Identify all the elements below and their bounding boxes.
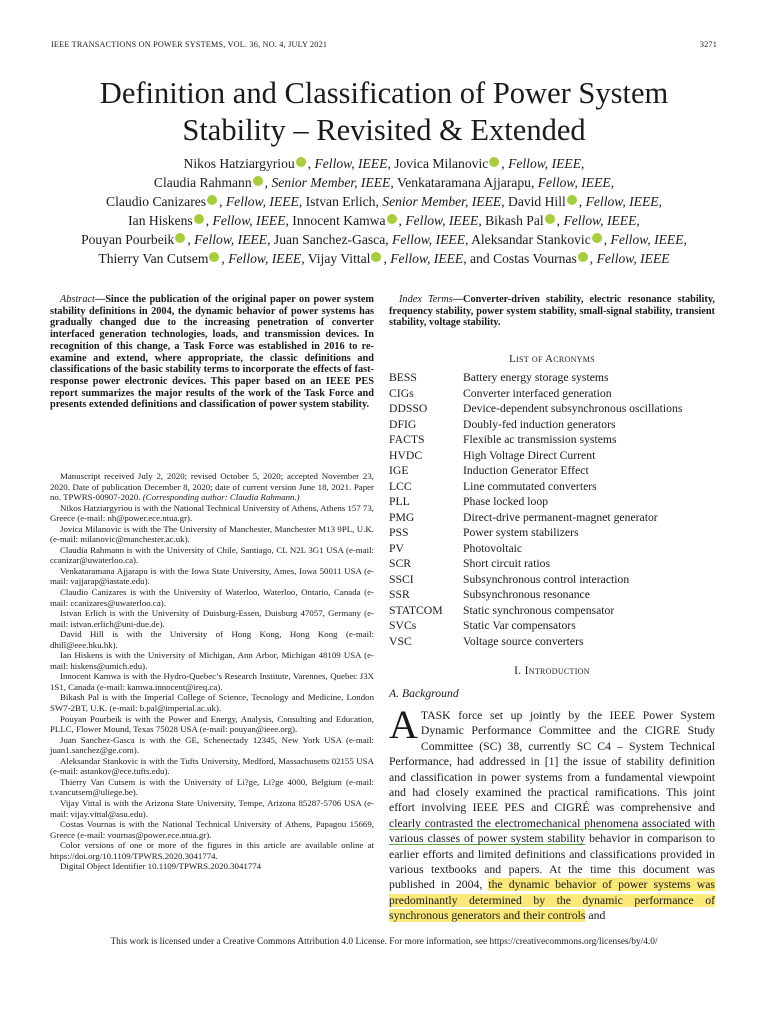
author-line-6: Thierry Van Cutsem , Fellow, IEEE, Vijay Vittal , Fellow, IEEE, and Costas Vournas , Fellow, IEEE: [98, 251, 670, 266]
acronym-row: [389, 587, 715, 603]
acronym-row: [389, 603, 715, 619]
acronym-row: [389, 572, 715, 588]
orcid-icon[interactable]: [592, 233, 602, 243]
acronym-definition: Photovoltaic: [463, 541, 523, 555]
orcid-icon[interactable]: [578, 252, 588, 262]
affiliation-list: [50, 503, 374, 872]
affiliation-note: Pouyan Pourbeik is with the Power and Energy, Analysis, Consulting and Education, PLLC, Flower Mound, Texas 75028 USA (e-mail: pouyan@ieee.org).: [50, 713, 374, 735]
affiliation-note: Jovica Milanovic is with the The University of Manchester, Manchester M13 9PL, U.K. (e-mail: milanovic@manchester.ac.uk).: [50, 523, 374, 545]
author-role: Fellow, IEEE: [596, 251, 670, 266]
section-heading: I. Introduction: [514, 665, 590, 677]
acronym-definition: Static synchronous compensator: [463, 603, 615, 617]
acronym-definition: Direct-drive permanent-magnet generator: [463, 510, 658, 524]
author-role: Fellow, IEEE: [508, 156, 582, 171]
author-name: Vijay Vittal: [307, 251, 371, 266]
acronym-definition: Induction Generator Effect: [463, 464, 589, 477]
author-name: David Hill: [508, 194, 566, 209]
acronym-row: [389, 525, 715, 541]
underlined-annotation[interactable]: clearly contrasted the electromechanical phenomena associated with various classes of power system stability: [389, 816, 715, 846]
acronym-definition: Short circuit ratios: [463, 557, 550, 570]
acronym-definition: Flexible ac transmission systems: [463, 433, 617, 446]
affiliation-note: Claudio Canizares is with the University of Waterloo, Waterloo, Ontario, Canada (e-mail: ccanizares@uwaterloo.ca).: [50, 587, 374, 608]
acronym-abbr: LCC: [389, 479, 412, 493]
orcid-icon[interactable]: [209, 252, 219, 262]
abstract-label: Abstract: [60, 294, 95, 305]
acronym-list: [389, 370, 715, 649]
acronym-abbr: FACTS: [389, 433, 425, 446]
author-role: Senior Member, IEEE: [382, 194, 502, 209]
license-footer: This work is licensed under a Creative Commons Attribution 4.0 License. For more information, see https://creativecommons.org/licenses/by/4.0/: [110, 937, 658, 947]
author-name: Bikash Pal: [485, 213, 544, 228]
affiliation-note: Venkataramana Ajjarapu is with the Iowa State University, Ames, Iowa 50011 USA (e-mail: vajjarap@iastate.edu).: [50, 565, 374, 587]
author-line-3: Claudio Canizares , Fellow, IEEE, Istvan Erlich, Senior Member, IEEE, David Hill , Fellow, IEEE,: [106, 194, 662, 209]
acronym-abbr: BESS: [389, 371, 417, 384]
orcid-icon[interactable]: [175, 233, 185, 243]
acronym-row: [389, 479, 715, 495]
author-role: Fellow, IEEE: [585, 194, 659, 209]
acronym-row: [389, 432, 715, 448]
intro-text-3: and: [585, 909, 606, 923]
abstract-text: Since the publication of the original paper on power system stability definitions in 2004, the dynamic behavior of power systems has gradually changed due to the increasing penetration of converter interfaced generation technologies, loads, and transmission devices. In recognition of this change, a Task Force was established in 2016 to re-examine and extend, where appropriate, the classic definitions and classifications of the basic stability terms to incorporate the effects of fast-response power electronic devices. This paper based on an IEEE PES report summarizes the major results of the work of the Task Force and presents extended definitions and classification of power system stability.: [50, 294, 374, 411]
acronym-abbr: CIGs: [389, 386, 414, 400]
author-name: Nikos Hatziargyriou: [183, 156, 295, 171]
author-role: Fellow, IEEE: [392, 232, 466, 247]
author-name: Pouyan Pourbeik: [81, 232, 175, 247]
acronym-row: [389, 463, 715, 479]
author-role: Fellow, IEEE: [537, 175, 611, 190]
author-role: Fellow, IEEE: [212, 213, 286, 228]
affiliation-note: Nikos Hatziargyriou is with the National Technical University of Athens, Athens 157 73, Greece (e-mail: nh@power.ece.ntua.gr).: [50, 502, 374, 524]
acronym-definition: Doubly-fed induction generators: [463, 417, 616, 431]
author-name: Aleksandar Stankovic: [471, 232, 591, 247]
page-number: 3271: [699, 40, 717, 49]
affiliation-note: Juan Sanchez-Gasca is with the GE, Schenectady 12345, New York USA (e-mail: juan1.sanchez@ge.com).: [50, 734, 374, 756]
author-name: Ian Hiskens: [128, 213, 193, 228]
acronym-row: [389, 417, 715, 433]
paper-title: [40, 75, 728, 149]
author-name: Innocent Kamwa: [292, 213, 386, 228]
acronym-row: [389, 510, 715, 526]
orcid-icon[interactable]: [194, 214, 204, 224]
index-terms-label: Index Terms: [399, 294, 453, 305]
intro-text-1: TASK force set up jointly by the IEEE Power System Dynamic Performance Committee and the CIGRE Study Committee (SC) 38, currently SC C4 – System Technical Performance, had addressed in [1] the issue of stability definition and classification in power systems from a fundamental viewpoint and had closely examined the practical ramifications. This joint effort involving IEEE PES and CIGRÉ was comprehensive and: [389, 709, 715, 815]
acronym-abbr: PV: [389, 541, 404, 555]
acronym-definition: Voltage source converters: [463, 634, 584, 648]
orcid-icon[interactable]: [371, 252, 381, 262]
abstract: Abstract—Since the publication of the original paper on power system stability definitions in 2004, the dynamic behavior of power systems has gradually changed due to the increasing penetration of converter interfaced generation technologies, loads, and transmission devices. In recognition of this change, a Task Force was established in 2016 to re-examine and extend, where appropriate, the classic definitions and classifications of the basic stability terms to incorporate the effects of fast-response power electronic devices. This paper based on an IEEE PES report summarizes the major results of the work of the Task Force and presents extended definitions and classification of power system stability.: [50, 294, 374, 411]
acronym-definition: Device-dependent subsynchronous oscillations: [463, 402, 683, 415]
manuscript-note: [50, 471, 374, 503]
acronym-definition: Subsynchronous control interaction: [463, 572, 630, 586]
journal-name: IEEE TRANSACTIONS ON POWER SYSTEMS, VOL. 36, NO. 4, JULY 2021: [51, 40, 328, 49]
affiliation-note: Costas Vournas is with the National Technical University of Athens, Papagou 15669, Greece (e-mail: vournas@power.ece.ntua.gr).: [50, 819, 374, 840]
acronym-definition: Battery energy storage systems: [463, 371, 609, 384]
acronym-abbr: DFIG: [389, 417, 417, 431]
acronym-abbr: PSS: [389, 526, 409, 539]
affiliation-note: Vijay Vittal is with the Arizona State University, Tempe, Arizona 85287-5706 USA (e-mail: vijay.vittal@asu.edu).: [50, 797, 374, 819]
orcid-icon[interactable]: [296, 157, 306, 167]
acronym-abbr: HVDC: [389, 448, 423, 462]
orcid-icon[interactable]: [253, 176, 263, 186]
affiliation-note: Ian Hiskens is with the University of Michigan, Ann Arbor, Michigan 48109 USA (e-mail: hiskens@umich.edu).: [50, 650, 374, 671]
acronym-row: [389, 370, 715, 386]
author-role: Fellow, IEEE: [390, 251, 464, 266]
acronym-abbr: STATCOM: [389, 603, 443, 617]
manuscript-text: Manuscript received July 2, 2020; revised October 5, 2020; accepted November 23, 2020. Date of publication December 8, 2020; date of current version June 18, 2021. Paper no. TPWRS-00907-2020.: [50, 471, 374, 503]
orcid-icon[interactable]: [387, 214, 397, 224]
author-name: Jovica Milanovic: [394, 156, 489, 171]
acronym-row: [389, 634, 715, 650]
author-line-4: Ian Hiskens , Fellow, IEEE, Innocent Kamwa , Fellow, IEEE, Bikash Pal , Fellow, IEEE,: [128, 213, 640, 228]
running-header: [51, 40, 717, 49]
acronym-definition: High Voltage Direct Current: [463, 448, 596, 462]
author-role: Fellow, IEEE: [405, 213, 479, 228]
affiliation-note: Thierry Van Cutsem is with the University of Li?ge, Li?ge 4000, Belgium (e-mail: t.vancutsem@uliege.be).: [50, 776, 374, 798]
index-terms: Index Terms—Converter-driven stability, electric resonance stability, frequency stability, power system stability, small-signal stability, transient stability, voltage stability.: [389, 294, 715, 329]
author-role: Fellow, IEEE: [314, 156, 388, 171]
corresponding-author: (Corresponding author: Claudia Rahmann.): [142, 492, 300, 503]
acronym-abbr: SSR: [389, 588, 410, 601]
orcid-icon[interactable]: [489, 157, 499, 167]
author-role: Fellow, IEEE: [610, 232, 684, 247]
affiliation-note: Istvan Erlich is with the University of Duisburg-Essen, Duisburg 47057, Germany (e-mail: istvan.erlich@uni-due.de).: [50, 608, 374, 629]
acronym-abbr: PMG: [389, 510, 415, 524]
acronym-definition: Line commutated converters: [463, 479, 597, 493]
author-line-5: Pouyan Pourbeik , Fellow, IEEE, Juan Sanchez-Gasca, Fellow, IEEE, Aleksandar Stankovic , Fellow, IEEE,: [81, 232, 687, 247]
author-role: Senior Member, IEEE: [271, 175, 391, 190]
title-line-2: Stability – Revisited & Extended: [182, 113, 586, 147]
acronym-definition: Phase locked loop: [463, 495, 549, 508]
title-line-1: Definition and Classification of Power System: [99, 76, 669, 110]
acronym-abbr: DDSSO: [389, 402, 428, 415]
intro-text-2: behavior in comparison to earlier efforts and limited definitions and classifications provided in various textbooks and papers. At the time this document was published in 2004,: [389, 832, 715, 892]
introduction-body: [389, 702, 715, 924]
acronym-abbr: SSCI: [389, 572, 414, 586]
acronym-row: [389, 541, 715, 557]
acronym-row: [389, 401, 715, 417]
author-name: Claudio Canizares: [106, 194, 207, 209]
author-role: Fellow, IEEE: [563, 213, 637, 228]
acronym-abbr: IGE: [389, 464, 409, 477]
affiliation-note: Claudia Rahmann is with the University of Chile, Santiago, CL N2L 3G1 USA (e-mail: ccanizar@uwaterloo.ca).: [50, 544, 374, 566]
author-role: Fellow, IEEE: [228, 251, 302, 266]
orcid-icon[interactable]: [567, 195, 577, 205]
acronym-definition: Subsynchronous resonance: [463, 588, 590, 601]
affiliation-note: Innocent Kamwa is with the Hydro-Quebec’s Research Institute, Varennes, Quebec J3X 1S1, Canada (e-mail: kamwa.innocent@ireq.ca).: [50, 671, 374, 692]
author-line-2: Claudia Rahmann , Senior Member, IEEE, Venkataramana Ajjarapu, Fellow, IEEE,: [153, 175, 615, 190]
affiliation-note: David Hill is with the University of Hong Kong, Hong Kong (e-mail: dhill@eee.hku.hk).: [50, 629, 374, 650]
acronym-abbr: SCR: [389, 557, 412, 570]
acronym-row: [389, 618, 715, 634]
author-name: Costas Vournas: [493, 251, 577, 266]
affiliation-note: Bikash Pal is with the Imperial College of Science, Tecnology and Medicine, London SW7-2BT, U.K. (e-mail: b.pal@imperial.ac.uk).: [50, 692, 374, 714]
orcid-icon[interactable]: [545, 214, 555, 224]
acronym-row: [389, 556, 715, 572]
author-name: Istvan Erlich: [305, 194, 376, 209]
footnotes: [50, 471, 374, 872]
acronym-definition: Power system stabilizers: [463, 526, 579, 539]
author-list: [40, 154, 728, 268]
acronym-row: [389, 494, 715, 510]
index-terms-text: Converter-driven stability, electric resonance stability, frequency stability, power system stability, small-signal stability, transient stability, voltage stability.: [389, 294, 715, 329]
acronym-abbr: VSC: [389, 634, 412, 648]
acronym-row: [389, 386, 715, 402]
author-role: Fellow, IEEE: [225, 194, 299, 209]
acronym-definition: Converter interfaced generation: [463, 386, 612, 400]
author-name: Juan Sanchez-Gasca: [273, 232, 386, 247]
drop-cap: A: [389, 702, 418, 747]
acronym-definition: Static Var compensators: [463, 619, 576, 632]
highlight-annotation[interactable]: the dynamic behavior of power systems was predominantly determined by the dynamic performance of synchronous generators and their controls: [389, 878, 715, 923]
author-name: Venkataramana Ajjarapu: [396, 175, 531, 190]
subsection-heading: A. Background: [389, 687, 459, 700]
orcid-icon[interactable]: [207, 195, 217, 205]
affiliation-note: Digital Object Identifier 10.1109/TPWRS.2020.3041774: [60, 861, 262, 872]
author-name: Thierry Van Cutsem: [98, 251, 209, 266]
acronym-abbr: SVCs: [389, 619, 417, 632]
acronym-abbr: PLL: [389, 495, 410, 508]
acronyms-title: List of Acronyms: [509, 353, 595, 365]
acronym-row: [389, 448, 715, 464]
affiliation-note: Color versions of one or more of the figures in this article are available online at https://doi.org/10.1109/TPWRS.2020.3041774.: [50, 840, 374, 861]
affiliation-note: Aleksandar Stankovic is with the Tufts University, Medford, Massachusetts 02155 USA (e-mail: astankov@ece.tufts.edu).: [50, 755, 374, 777]
author-line-1: Nikos Hatziargyriou , Fellow, IEEE, Jovica Milanovic , Fellow, IEEE,: [183, 156, 585, 171]
author-role: Fellow, IEEE: [194, 232, 268, 247]
author-name: Claudia Rahmann: [153, 175, 252, 190]
